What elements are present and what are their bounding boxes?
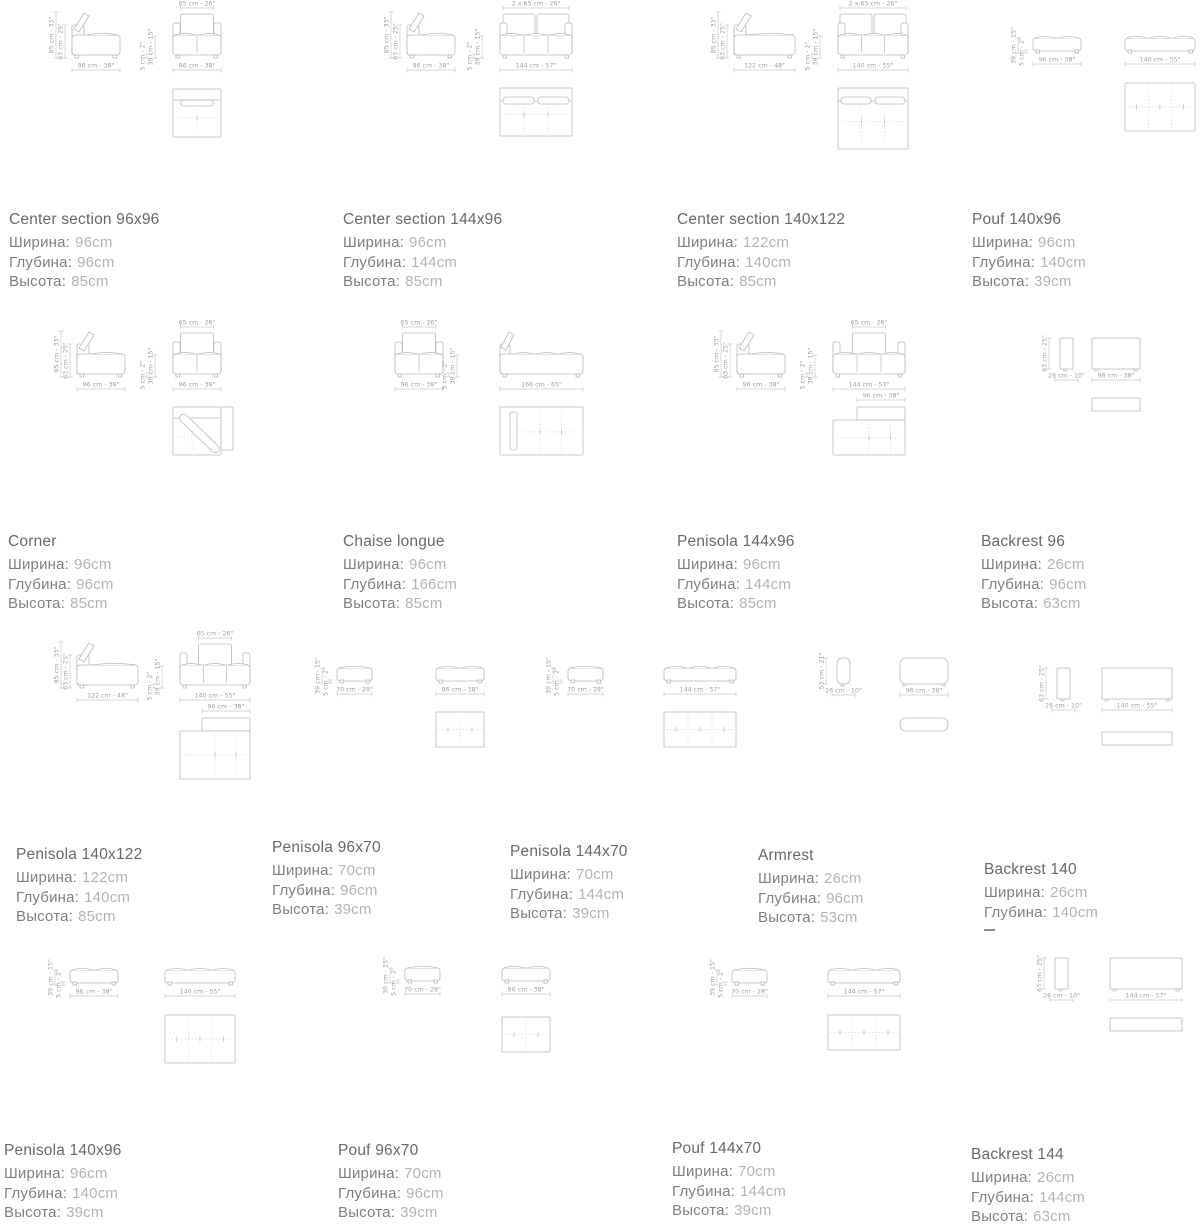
svg-text:85 cm - 33": 85 cm - 33" [53,335,61,373]
spec-label-height: Высота: [971,1208,1029,1225]
product-card [0,310,330,620]
product-title: Center section 144x96 [343,211,503,228]
svg-text:39 cm - 15": 39 cm - 15" [474,28,482,66]
spec-value-height: 39cm [734,1202,772,1219]
product-info [9,210,159,292]
svg-text:122 cm - 48": 122 cm - 48" [744,62,785,70]
product-card [496,620,742,930]
product-title: Pouf 144x70 [672,1140,762,1157]
spec-label-width: Ширина: [343,556,405,573]
svg-text:96 cm - 38": 96 cm - 38" [207,703,245,711]
spec-value-height: 85cm [78,908,116,925]
spec-value-depth: 140cm [84,888,131,906]
spec-label-width: Ширина: [971,1169,1033,1186]
svg-text:39 cm - 15": 39 cm - 15" [449,347,457,385]
spec-value-depth: 96cm [826,889,864,907]
svg-text:144 cm - 57": 144 cm - 57" [515,62,557,70]
technical-drawing [260,620,496,820]
spec-label-width: Ширина: [4,1165,66,1182]
product-info [343,210,502,292]
spec-label-width: Ширина: [272,862,334,879]
spec-label-depth: Глубина: [343,575,407,593]
svg-text:96 cm - 38": 96 cm - 38" [82,381,120,389]
product-card [260,620,496,930]
svg-text:144 cm - 57": 144 cm - 57" [843,988,885,996]
svg-text:5 cm - 2": 5 cm - 2" [441,360,449,390]
spec-value-depth: 144cm [578,885,625,903]
product-info [984,860,1098,931]
svg-text:63 cm - 25": 63 cm - 25" [392,23,400,60]
spec-label-depth: Глубина: [338,1184,402,1202]
product-info [758,846,864,928]
svg-text:140 cm - 55": 140 cm - 55" [1116,702,1158,710]
svg-text:70 cm - 28": 70 cm - 28" [336,686,373,694]
product-info [510,842,628,924]
spec-label-depth: Глубина: [272,881,336,899]
spec-value-width: 26cm [1050,884,1088,901]
spec-value-width: 96cm [74,556,112,573]
spec-label-height: Высота: [677,595,735,612]
spec-label-depth: Глубина: [4,1184,68,1202]
svg-text:53 cm - 21": 53 cm - 21" [818,652,826,690]
spec-value-depth: 96cm [1049,575,1087,593]
product-title: Armrest [758,847,814,864]
product-info [8,532,114,614]
svg-text:96 cm - 38": 96 cm - 38" [178,381,216,389]
technical-drawing [496,620,742,820]
svg-text:122 cm - 48": 122 cm - 48" [87,692,128,700]
svg-text:5 cm - 2": 5 cm - 2" [55,969,63,998]
svg-text:39 cm - 15": 39 cm - 15" [709,959,717,996]
technical-drawing [742,620,962,820]
svg-text:5 cm - 2": 5 cm - 2" [390,967,398,996]
svg-text:96 cm - 38": 96 cm - 38" [1038,56,1076,64]
svg-text:65 cm - 26": 65 cm - 26" [178,0,216,8]
svg-text:39 cm - 15": 39 cm - 15" [147,347,155,385]
spec-label-height: Высота: [510,905,568,922]
spec-value-depth: 144cm [740,1182,787,1200]
svg-text:70 cm - 28": 70 cm - 28" [404,986,441,994]
svg-text:5 cm - 2": 5 cm - 2" [139,360,147,390]
spec-label-height: Высота: [343,273,401,290]
svg-text:5 cm - 2": 5 cm - 2" [1018,37,1026,66]
svg-text:144 cm - 57": 144 cm - 57" [848,381,890,389]
technical-drawing [960,930,1200,1130]
spec-label-depth: Глубина: [672,1182,736,1200]
product-info [672,1139,786,1221]
svg-text:96 cm - 38": 96 cm - 38" [75,988,113,996]
svg-text:65 cm - 26": 65 cm - 26" [850,319,888,327]
spec-value-width: 70cm [404,1165,442,1182]
product-card [660,310,960,620]
svg-text:96 cm - 38": 96 cm - 38" [742,381,780,389]
svg-text:65 cm - 26": 65 cm - 26" [400,319,438,327]
svg-text:85 cm - 33": 85 cm - 33" [48,16,56,54]
spec-label-depth: Глубина: [972,253,1036,271]
svg-text:96 cm - 38": 96 cm - 38" [905,687,943,695]
spec-value-height: 53cm [820,909,858,926]
product-title: Penisola 144x96 [677,533,795,550]
spec-value-depth: 96cm [406,1184,444,1202]
svg-text:5 cm - 2": 5 cm - 2" [553,667,561,696]
svg-text:144 cm - 57": 144 cm - 57" [679,686,721,694]
svg-text:63 cm - 25": 63 cm - 25" [62,342,70,379]
svg-text:96 cm - 38": 96 cm - 38" [441,686,479,694]
spec-value-depth: 144cm [411,253,458,271]
spec-value-width: 26cm [1047,556,1085,573]
svg-text:39 cm - 15": 39 cm - 15" [147,28,155,66]
spec-value-width: 70cm [738,1163,776,1180]
spec-value-width: 96cm [743,556,781,573]
svg-text:63 cm - 25": 63 cm - 25" [1041,335,1049,372]
spec-value-height: 85cm [71,273,109,290]
spec-label-depth: Глубина: [971,1188,1035,1206]
spec-value-height: 39cm [334,901,372,918]
svg-text:5 cm - 2": 5 cm - 2" [799,360,807,390]
product-info [971,1145,1085,1227]
spec-label-width: Ширина: [677,234,739,251]
product-title: Penisola 96x70 [272,839,381,856]
technical-drawing [962,620,1200,820]
product-info [16,845,142,927]
svg-text:5 cm - 2": 5 cm - 2" [804,41,812,71]
svg-text:144 cm - 57": 144 cm - 57" [1125,992,1167,1000]
product-info [272,838,381,920]
svg-text:96 cm - 38": 96 cm - 38" [412,62,450,70]
product-info [677,210,845,292]
spec-label-height: Высота: [8,595,66,612]
product-title: Penisola 140x96 [4,1142,122,1159]
spec-value-height: 85cm [405,273,443,290]
svg-text:96 cm - 38": 96 cm - 38" [862,392,900,400]
spec-value-depth: 140cm [1040,253,1087,271]
svg-text:5 cm - 2": 5 cm - 2" [717,969,725,998]
spec-label-width: Ширина: [9,234,71,251]
spec-value-depth: 144cm [745,575,792,593]
technical-drawing [960,0,1200,200]
svg-text:70 cm - 28": 70 cm - 28" [567,686,604,694]
spec-value-width: 96cm [409,234,447,251]
spec-value-depth: 140cm [1052,903,1099,921]
spec-value-width: 96cm [70,1165,108,1182]
svg-text:166 cm - 65": 166 cm - 65" [521,381,562,389]
spec-value-width: 96cm [1038,234,1076,251]
spec-label-depth: Глубина: [510,885,574,903]
product-card [0,930,330,1221]
svg-text:63 cm - 25": 63 cm - 25" [1038,665,1046,702]
product-title: Backrest 144 [971,1146,1064,1163]
svg-text:39 cm - 15": 39 cm - 15" [154,658,162,696]
svg-text:85 cm - 33": 85 cm - 33" [713,335,721,373]
spec-value-height: 63cm [1033,1208,1071,1225]
spec-label-depth: Глубина: [758,889,822,907]
spec-value-depth: 140cm [72,1184,119,1202]
technical-drawing [0,620,260,820]
svg-text:39 cm - 15": 39 cm - 15" [382,957,390,994]
spec-label-width: Ширина: [981,556,1043,573]
spec-value-depth: 96cm [76,575,114,593]
spec-label-width: Ширина: [972,234,1034,251]
spec-label-height: Высота: [16,908,74,925]
product-title: Chaise longue [343,533,445,550]
spec-value-width: 96cm [409,556,447,573]
product-card [0,0,330,300]
svg-text:140 cm - 55": 140 cm - 55" [179,988,221,996]
svg-text:63 cm - 25": 63 cm - 25" [722,342,730,379]
product-title: Corner [8,533,57,550]
svg-text:96 cm - 38": 96 cm - 38" [77,62,115,70]
svg-text:96 cm - 38": 96 cm - 38" [178,62,216,70]
spec-label-height: Высота: [972,273,1030,290]
product-info [338,1141,444,1223]
svg-text:85 cm - 33": 85 cm - 33" [53,646,61,684]
spec-label-height: Высота: [4,1204,62,1221]
svg-text:26 cm - 10": 26 cm - 10" [1048,372,1085,380]
spec-label-width: Ширина: [672,1163,734,1180]
technical-drawing [660,310,960,510]
svg-text:26 cm - 10": 26 cm - 10" [1045,702,1082,710]
spec-value-depth: 140cm [745,253,792,271]
spec-label-height: Высота: [677,273,735,290]
product-info [981,532,1087,614]
product-card [330,310,660,620]
spec-label-width: Ширина: [16,869,78,886]
svg-text:39 cm - 15": 39 cm - 15" [812,28,820,66]
spec-value-height: 39cm [1034,273,1072,290]
svg-text:26 cm - 10": 26 cm - 10" [825,687,862,695]
technical-drawing [330,310,660,510]
svg-text:63 cm - 25": 63 cm - 25" [62,653,70,690]
product-card [0,620,260,930]
svg-text:70 cm - 28": 70 cm - 28" [731,988,768,996]
svg-text:39 cm - 15": 39 cm - 15" [47,959,55,996]
product-title: Center section 96x96 [9,211,160,228]
spec-value-height: 39cm [400,1204,438,1221]
product-card [742,620,962,930]
svg-text:63 cm - 25": 63 cm - 25" [57,23,65,60]
spec-value-width: 70cm [576,866,614,883]
spec-label-width: Ширина: [758,870,820,887]
svg-text:39 cm - 15": 39 cm - 15" [807,347,815,385]
spec-value-width: 122cm [743,234,790,251]
product-info [4,1141,122,1223]
spec-label-height: Высота: [343,595,401,612]
spec-label-height: Высота: [758,909,816,926]
svg-text:140 cm - 55": 140 cm - 55" [852,62,894,70]
svg-text:2 x 65 cm - 26": 2 x 65 cm - 26" [511,0,561,8]
product-card [960,930,1200,1225]
spec-label-width: Ширина: [338,1165,400,1182]
spec-value-width: 96cm [75,234,113,251]
product-title: Pouf 140x96 [972,211,1062,228]
spec-value-height: 39cm [572,905,610,922]
spec-value-height: 39cm [66,1204,104,1221]
spec-value-width: 70cm [338,862,376,879]
svg-text:140 cm - 55": 140 cm - 55" [194,692,236,700]
product-card [330,0,660,300]
product-title: Penisola 144x70 [510,843,628,860]
technical-drawing [0,310,330,510]
product-title: Pouf 96x70 [338,1142,419,1159]
spec-label-depth: Глубина: [343,253,407,271]
product-card [960,310,1200,620]
technical-drawing [0,0,330,200]
svg-text:85 cm - 33": 85 cm - 33" [710,16,718,54]
svg-text:96 cm - 38": 96 cm - 38" [1097,372,1135,380]
spec-label-width: Ширина: [343,234,405,251]
svg-text:26 cm - 10": 26 cm - 10" [1043,992,1080,1000]
spec-label-height: Высота: [272,901,330,918]
svg-text:65 cm - 26": 65 cm - 26" [178,319,216,327]
product-title: Backrest 140 [984,861,1077,878]
svg-text:39 cm - 15": 39 cm - 15" [314,657,322,694]
spec-value-height: 85cm [739,595,777,612]
product-info [677,532,795,614]
spec-label-depth: Глубина: [8,575,72,593]
spec-label-width: Ширина: [510,866,572,883]
product-title: Center section 140x122 [677,211,846,228]
svg-text:5 cm - 2": 5 cm - 2" [322,667,330,696]
spec-label-height: Высота: [672,1202,730,1219]
spec-value-depth: 96cm [77,253,115,271]
svg-text:5 cm - 2": 5 cm - 2" [146,671,154,701]
technical-drawing [330,930,660,1130]
svg-text:5 cm - 2": 5 cm - 2" [139,41,147,71]
spec-label-height: Высота: [338,1204,396,1221]
spec-label-width: Ширина: [677,556,739,573]
product-title: Penisola 140x122 [16,846,143,863]
technical-drawing [660,930,960,1130]
spec-label-height: Высота: [981,595,1039,612]
spec-label-depth: Глубина: [16,888,80,906]
spec-label-depth: Глубина: [984,903,1048,921]
svg-text:65 cm - 26": 65 cm - 26" [196,630,234,638]
spec-value-height: 85cm [405,595,443,612]
svg-text:63 cm - 25": 63 cm - 25" [1036,955,1044,992]
technical-drawing [660,0,960,200]
spec-label-depth: Глубина: [677,253,741,271]
spec-label-height: Высота: [9,273,67,290]
svg-text:39 cm - 15": 39 cm - 15" [545,657,553,694]
svg-text:2 x 65 cm - 26": 2 x 65 cm - 26" [848,0,898,8]
spec-value-width: 122cm [82,869,129,886]
spec-value-depth: 144cm [1039,1188,1086,1206]
svg-text:63 cm - 25": 63 cm - 25" [719,23,727,60]
svg-text:85 cm - 33": 85 cm - 33" [383,16,391,54]
spec-label-depth: Глубина: [677,575,741,593]
spec-label-width: Ширина: [8,556,70,573]
svg-text:140 cm - 55": 140 cm - 55" [1139,56,1181,64]
spec-label-depth: Глубина: [9,253,73,271]
spec-value-height: 63cm [1043,595,1081,612]
spec-label-width: Ширина: [984,884,1046,901]
technical-drawing [960,310,1200,510]
product-info [972,210,1086,292]
svg-text:96 cm - 38": 96 cm - 38" [507,986,545,994]
spec-value-width: 26cm [824,870,862,887]
technical-drawing [0,930,330,1130]
product-info [343,532,457,614]
product-card [660,0,960,300]
product-card [330,930,660,1221]
spec-value-depth: 166cm [411,575,458,593]
spec-value-height: 85cm [739,273,777,290]
svg-text:96 cm - 38": 96 cm - 38" [400,381,438,389]
spec-value-width: 26cm [1037,1169,1075,1186]
spec-value-height: 85cm [70,595,108,612]
svg-text:5 cm - 2": 5 cm - 2" [466,41,474,71]
technical-drawing [330,0,660,200]
product-card [962,620,1200,930]
spec-value-depth: 96cm [340,881,378,899]
product-card [660,930,960,1219]
spec-label-depth: Глубина: [981,575,1045,593]
product-card [960,0,1200,300]
svg-text:39 cm - 15": 39 cm - 15" [1010,27,1018,64]
product-title: Backrest 96 [981,533,1066,550]
